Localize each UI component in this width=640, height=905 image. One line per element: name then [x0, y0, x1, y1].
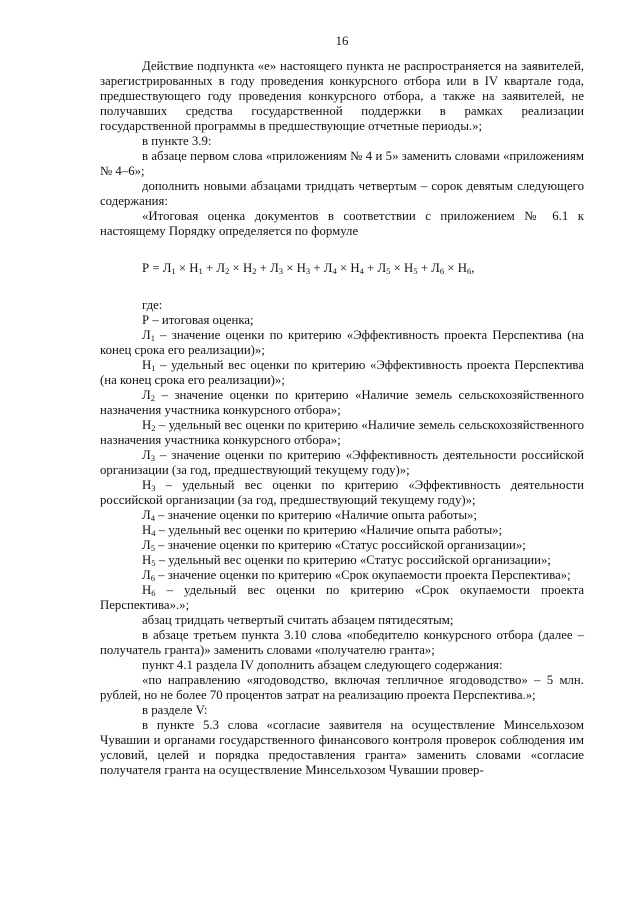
bottom-paragraph: пункт 4.1 раздела IV дополнить абзацем следующего содержания: [142, 658, 503, 672]
formula-plus: + [256, 261, 271, 275]
definition-paragraph: $Л_6$ – значение оценки по критерию «Срок окупаемости проекта Перспектива»; [142, 568, 571, 583]
definition-paragraph: $Л_5$ – значение оценки по критерию «Статус российской организации»; [142, 538, 526, 553]
definition-paragraph: $Н_3$ – удельный вес оценки по критерию «Эффективность деятельности российской организации (за год, предшествующий текущему году)»; [100, 478, 584, 507]
definition-paragraph: $Н_4$ – удельный вес оценки по критерию «Наличие опыта работы»; [142, 523, 503, 538]
definition-symbol: Л [142, 538, 151, 552]
bottom-paragraph: «по направлению «ягодоводство, включая тепличное ягодоводство» – 5 млн. рублей, но не более 70 процентов затрат на реализацию проекта Перспектива.»; [100, 673, 584, 702]
definition-text: Р – итоговая оценка; [142, 313, 254, 327]
definition-text: – значение оценки по критерию «Наличие опыта работы»; [154, 508, 477, 522]
score-formula: $Р = Л_1 \times Н_1 + Л_2 \times Н_2 + Л_3 \times Н_3 + Л_4 \times Н_4 + Л_5 \times Н_5 + Л_6 \times Н_6$, [142, 261, 475, 276]
top-paragraph: в абзаце первом слова «приложениям № 4 и 5» заменить словами «приложениям № 4–6»; [100, 149, 584, 178]
definition-text: – удельный вес оценки по критерию «Эффективность проекта Перспектива (на конец срока его реализации)»; [100, 358, 584, 387]
definition-symbol: Л [142, 508, 151, 522]
top-paragraph: дополнить новыми абзацами тридцать четвертым – сорок девятым следующего содержания: [100, 179, 584, 208]
definition-text: – удельный вес оценки по критерию «Срок окупаемости проекта Перспектива».»; [100, 583, 584, 612]
formula-plus: + [363, 261, 378, 275]
definition-symbol: Л [142, 388, 151, 402]
top-paragraph: «Итоговая оценка документов в соответствии с приложением № 6.1 к настоящему Порядку определяется по формуле [100, 209, 584, 238]
definition-paragraph [100, 298, 584, 313]
formula-term: $Л_6 \times Н_6$ [431, 261, 472, 276]
definition-text: где: [142, 298, 163, 312]
definition-paragraph: $Л_4$ – значение оценки по критерию «Наличие опыта работы»; [142, 508, 477, 523]
formula-term: $Л_4 \times Н_4$ [323, 261, 364, 276]
formula-definitions [100, 298, 584, 613]
definition-symbol: Н [142, 358, 152, 372]
definition-text: – удельный вес оценки по критерию «Эффективность деятельности российской организации (за год, предшествующий текущему году)»; [100, 478, 584, 507]
formula-lhs: Р = [142, 261, 163, 275]
bottom-paragraphs [100, 613, 584, 778]
definition-text: – удельный вес оценки по критерию «Наличие опыта работы»; [155, 523, 503, 537]
top-paragraphs [100, 59, 584, 239]
definition-paragraph: $Л_3$ – значение оценки по критерию «Эффективность деятельности российской организации (за год, предшествующий текущему году)»; [100, 448, 584, 477]
definition-text: – значение оценки по критерию «Эффективность деятельности российской организации (за год, предшествующий текущему году)»; [100, 448, 584, 477]
definition-symbol: Л [142, 448, 151, 462]
definition-paragraph: $Л_1$ – значение оценки по критерию «Эффективность проекта Перспектива (на конец срока его реализации)»; [100, 328, 584, 357]
bottom-paragraph: в разделе V: [142, 703, 208, 717]
bottom-paragraph: в абзаце третьем пункта 3.10 слова «победителю конкурсного отбора (далее – получатель гранта)» заменить словами «получателю гранта»; [100, 628, 584, 657]
definition-symbol: Л [142, 568, 151, 582]
definition-symbol: Н [142, 478, 152, 492]
formula-term: $Л_3 \times Н_3$ [270, 261, 311, 276]
bottom-paragraph: в пункте 5.3 слова «согласие заявителя на осуществление Минсельхозом Чувашии и органами государственного финансового контроля проверок соблюдения им условий, целей и порядка предоставления гранта» заменить словами «согласие получателя гранта на осуществление Минсельхозом Чувашии провер- [100, 718, 584, 777]
definition-paragraph: $Н_1$ – удельный вес оценки по критерию «Эффективность проекта Перспектива (на конец срока его реализации)»; [100, 358, 584, 387]
definition-symbol: Н [142, 583, 152, 597]
top-paragraph: в пункте 3.9: [142, 134, 212, 148]
definition-symbol: Н [142, 523, 152, 537]
document-page [100, 34, 584, 778]
definition-text: – удельный вес оценки по критерию «Наличие земель сельскохозяйственного назначения участника конкурсного отбора»; [100, 418, 584, 447]
formula-term: $Л_5 \times Н_5$ [377, 261, 418, 276]
definition-paragraph [100, 313, 584, 328]
definition-paragraph: $Н_2$ – удельный вес оценки по критерию «Наличие земель сельскохозяйственного назначения участника конкурсного отбора»; [100, 418, 584, 447]
definition-text: – значение оценки по критерию «Наличие земель сельскохозяйственного назначения участника конкурсного отбора»; [100, 388, 584, 417]
top-paragraph: Действие подпункта «е» настоящего пункта не распространяется на заявителей, зарегистрированных в году проведения конкурсного отбора или в IV квартале года, предшествующего году проведения конкурсного отбора, а также на заявителей, не получавших средства государственной поддержки в рамках реализации государственной программы в предшествующие отчетные периоды.»; [100, 59, 584, 133]
definition-paragraph: $Н_6$ – удельный вес оценки по критерию «Срок окупаемости проекта Перспектива».»; [100, 583, 584, 612]
formula-term: $Л_1 \times Н_1$ [162, 261, 203, 276]
definition-symbol: Л [142, 328, 151, 342]
definition-symbol: Н [142, 553, 152, 567]
formula-term: $Л_2 \times Н_2$ [216, 261, 257, 276]
page-number: 16 [335, 34, 349, 48]
definition-paragraph: $Л_2$ – значение оценки по критерию «Наличие земель сельскохозяйственного назначения участника конкурсного отбора»; [100, 388, 584, 417]
definition-symbol: Н [142, 418, 152, 432]
bottom-paragraph: абзац тридцать четвертый считать абзацем пятидесятым; [142, 613, 454, 627]
formula-plus: + [202, 261, 217, 275]
formula-plus: + [310, 261, 324, 275]
definition-text: – значение оценки по критерию «Статус российской организации»; [154, 538, 526, 552]
formula-plus: + [417, 261, 432, 275]
definition-paragraph: $Н_5$ – удельный вес оценки по критерию «Статус российской организации»; [142, 553, 551, 568]
definition-text: – удельный вес оценки по критерию «Статус российской организации»; [155, 553, 551, 567]
definition-text: – значение оценки по критерию «Срок окупаемости проекта Перспектива»; [154, 568, 571, 582]
definition-text: – значение оценки по критерию «Эффективность проекта Перспектива (на конец срока его реализации)»; [100, 328, 584, 357]
